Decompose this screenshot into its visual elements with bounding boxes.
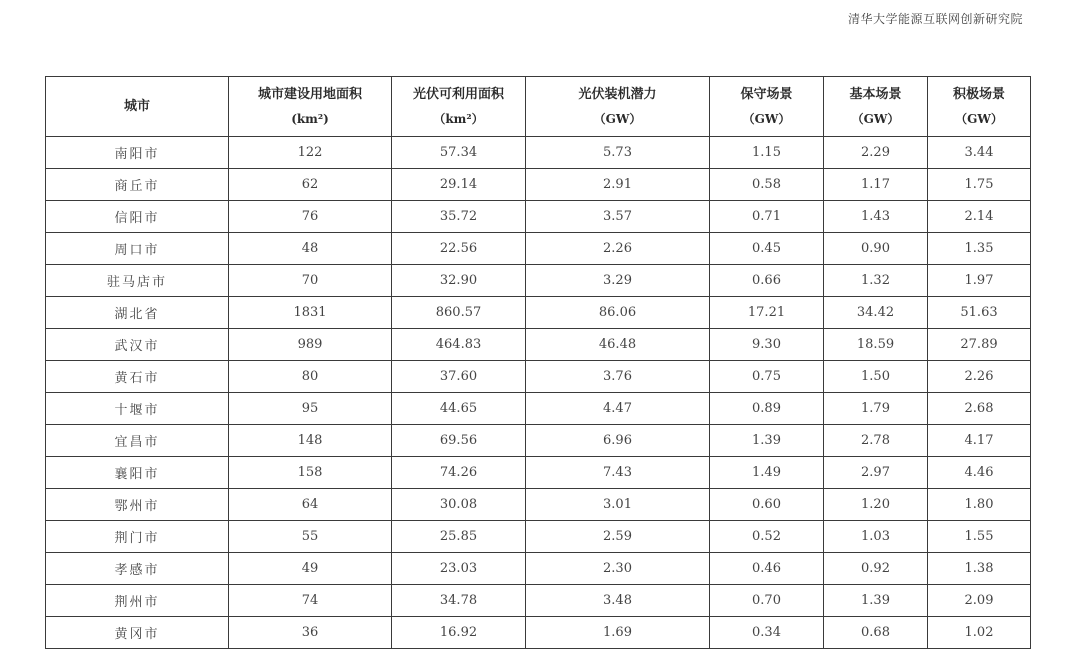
table-row xyxy=(46,521,1031,553)
urban-land-area-cell: 36 xyxy=(229,617,392,649)
city-cell: 黄冈市 xyxy=(46,617,229,649)
active-cell: 1.35 xyxy=(928,233,1031,265)
conservative-cell: 9.30 xyxy=(710,329,824,361)
pv-usable-area-cell: 74.26 xyxy=(392,457,526,489)
column-unit: （GW） xyxy=(742,111,791,126)
active-cell: 51.63 xyxy=(928,297,1031,329)
basic-cell: 1.32 xyxy=(824,265,928,297)
city-cell: 商丘市 xyxy=(46,169,229,201)
conservative-cell: 0.45 xyxy=(710,233,824,265)
basic-cell: 18.59 xyxy=(824,329,928,361)
column-unit: （km²） xyxy=(433,111,484,126)
table-row xyxy=(46,137,1031,169)
active-cell: 1.55 xyxy=(928,521,1031,553)
urban-land-area-cell: 76 xyxy=(229,201,392,233)
pv-capacity-cell: 2.26 xyxy=(526,233,710,265)
active-cell: 1.75 xyxy=(928,169,1031,201)
table-row xyxy=(46,489,1031,521)
conservative-cell: 0.58 xyxy=(710,169,824,201)
table-row xyxy=(46,553,1031,585)
active-cell: 1.80 xyxy=(928,489,1031,521)
table-row xyxy=(46,329,1031,361)
column-label: 城市建设用地面积 xyxy=(257,86,362,102)
column-label: 积极场景 xyxy=(952,86,1005,102)
column-label: 光伏装机潜力 xyxy=(578,86,657,102)
urban-land-area-cell: 122 xyxy=(229,137,392,169)
column-header-pv-capacity-potential xyxy=(526,77,710,137)
basic-cell: 1.79 xyxy=(824,393,928,425)
urban-land-area-cell: 158 xyxy=(229,457,392,489)
active-cell: 1.38 xyxy=(928,553,1031,585)
column-label: 基本场景 xyxy=(849,86,902,102)
table-header-row xyxy=(46,77,1031,137)
city-cell: 十堰市 xyxy=(46,393,229,425)
table-row xyxy=(46,233,1031,265)
table-row xyxy=(46,297,1031,329)
urban-land-area-cell: 49 xyxy=(229,553,392,585)
column-header-basic-scenario xyxy=(824,77,928,137)
conservative-cell: 1.49 xyxy=(710,457,824,489)
city-cell: 襄阳市 xyxy=(46,457,229,489)
pv-capacity-cell: 3.76 xyxy=(526,361,710,393)
conservative-cell: 0.52 xyxy=(710,521,824,553)
table-row xyxy=(46,393,1031,425)
pv-capacity-cell: 3.48 xyxy=(526,585,710,617)
pv-usable-area-cell: 44.65 xyxy=(392,393,526,425)
column-label: 城市 xyxy=(123,98,150,114)
urban-land-area-cell: 74 xyxy=(229,585,392,617)
pv-capacity-cell: 3.01 xyxy=(526,489,710,521)
table-row xyxy=(46,457,1031,489)
city-cell: 驻马店市 xyxy=(46,265,229,297)
city-cell: 武汉市 xyxy=(46,329,229,361)
pv-usable-area-cell: 37.60 xyxy=(392,361,526,393)
pv-capacity-cell: 7.43 xyxy=(526,457,710,489)
table-row xyxy=(46,585,1031,617)
pv-capacity-cell: 3.57 xyxy=(526,201,710,233)
table-row xyxy=(46,617,1031,649)
basic-cell: 1.39 xyxy=(824,585,928,617)
column-header-pv-usable-area xyxy=(392,77,526,137)
pv-usable-area-cell: 69.56 xyxy=(392,425,526,457)
column-label: 保守场景 xyxy=(740,86,793,102)
urban-land-area-cell: 48 xyxy=(229,233,392,265)
basic-cell: 34.42 xyxy=(824,297,928,329)
column-label: 光伏可利用面积 xyxy=(412,86,504,102)
basic-cell: 1.03 xyxy=(824,521,928,553)
pv-potential-table xyxy=(45,76,1031,649)
pv-usable-area-cell: 25.85 xyxy=(392,521,526,553)
active-cell: 3.44 xyxy=(928,137,1031,169)
city-cell: 宜昌市 xyxy=(46,425,229,457)
conservative-cell: 1.15 xyxy=(710,137,824,169)
conservative-cell: 0.70 xyxy=(710,585,824,617)
table-row xyxy=(46,425,1031,457)
city-cell: 鄂州市 xyxy=(46,489,229,521)
table-row xyxy=(46,201,1031,233)
city-cell: 湖北省 xyxy=(46,297,229,329)
basic-cell: 1.20 xyxy=(824,489,928,521)
pv-capacity-cell: 1.69 xyxy=(526,617,710,649)
basic-cell: 2.29 xyxy=(824,137,928,169)
pv-usable-area-cell: 16.92 xyxy=(392,617,526,649)
active-cell: 2.26 xyxy=(928,361,1031,393)
urban-land-area-cell: 64 xyxy=(229,489,392,521)
conservative-cell: 0.46 xyxy=(710,553,824,585)
table-row xyxy=(46,169,1031,201)
column-header-active-scenario xyxy=(928,77,1031,137)
basic-cell: 1.50 xyxy=(824,361,928,393)
pv-capacity-cell: 2.91 xyxy=(526,169,710,201)
pv-capacity-cell: 86.06 xyxy=(526,297,710,329)
urban-land-area-cell: 70 xyxy=(229,265,392,297)
column-unit: （GW） xyxy=(851,111,900,126)
city-cell: 信阳市 xyxy=(46,201,229,233)
conservative-cell: 1.39 xyxy=(710,425,824,457)
pv-capacity-cell: 6.96 xyxy=(526,425,710,457)
pv-usable-area-cell: 57.34 xyxy=(392,137,526,169)
pv-usable-area-cell: 35.72 xyxy=(392,201,526,233)
active-cell: 1.02 xyxy=(928,617,1031,649)
urban-land-area-cell: 148 xyxy=(229,425,392,457)
pv-capacity-cell: 3.29 xyxy=(526,265,710,297)
basic-cell: 0.92 xyxy=(824,553,928,585)
pv-capacity-cell: 2.59 xyxy=(526,521,710,553)
conservative-cell: 0.71 xyxy=(710,201,824,233)
active-cell: 27.89 xyxy=(928,329,1031,361)
urban-land-area-cell: 989 xyxy=(229,329,392,361)
active-cell: 1.97 xyxy=(928,265,1031,297)
pv-usable-area-cell: 29.14 xyxy=(392,169,526,201)
column-header-city xyxy=(46,77,229,137)
urban-land-area-cell: 95 xyxy=(229,393,392,425)
pv-usable-area-cell: 30.08 xyxy=(392,489,526,521)
pv-capacity-cell: 4.47 xyxy=(526,393,710,425)
pv-usable-area-cell: 23.03 xyxy=(392,553,526,585)
column-unit: (km²) xyxy=(291,111,329,126)
table-row xyxy=(46,361,1031,393)
conservative-cell: 0.89 xyxy=(710,393,824,425)
table-body xyxy=(46,137,1031,649)
urban-land-area-cell: 1831 xyxy=(229,297,392,329)
pv-capacity-cell: 46.48 xyxy=(526,329,710,361)
conservative-cell: 17.21 xyxy=(710,297,824,329)
pv-usable-area-cell: 32.90 xyxy=(392,265,526,297)
pv-usable-area-cell: 34.78 xyxy=(392,585,526,617)
pv-usable-area-cell: 860.57 xyxy=(392,297,526,329)
city-cell: 荆门市 xyxy=(46,521,229,553)
basic-cell: 2.78 xyxy=(824,425,928,457)
basic-cell: 1.43 xyxy=(824,201,928,233)
active-cell: 2.68 xyxy=(928,393,1031,425)
city-cell: 孝感市 xyxy=(46,553,229,585)
organization-label: 清华大学能源互联网创新研究院 xyxy=(847,12,1023,26)
pv-capacity-cell: 2.30 xyxy=(526,553,710,585)
city-cell: 黄石市 xyxy=(46,361,229,393)
city-cell: 周口市 xyxy=(46,233,229,265)
conservative-cell: 0.66 xyxy=(710,265,824,297)
active-cell: 4.17 xyxy=(928,425,1031,457)
city-cell: 南阳市 xyxy=(46,137,229,169)
active-cell: 2.14 xyxy=(928,201,1031,233)
urban-land-area-cell: 80 xyxy=(229,361,392,393)
urban-land-area-cell: 62 xyxy=(229,169,392,201)
conservative-cell: 0.60 xyxy=(710,489,824,521)
conservative-cell: 0.34 xyxy=(710,617,824,649)
basic-cell: 0.68 xyxy=(824,617,928,649)
column-unit: （GW） xyxy=(955,111,1003,126)
active-cell: 4.46 xyxy=(928,457,1031,489)
column-unit: （GW） xyxy=(593,111,642,126)
urban-land-area-cell: 55 xyxy=(229,521,392,553)
basic-cell: 2.97 xyxy=(824,457,928,489)
conservative-cell: 0.75 xyxy=(710,361,824,393)
column-header-conservative-scenario xyxy=(710,77,824,137)
pv-capacity-cell: 5.73 xyxy=(526,137,710,169)
basic-cell: 1.17 xyxy=(824,169,928,201)
basic-cell: 0.90 xyxy=(824,233,928,265)
active-cell: 2.09 xyxy=(928,585,1031,617)
column-header-urban-land-area xyxy=(229,77,392,137)
table-row xyxy=(46,265,1031,297)
pv-usable-area-cell: 464.83 xyxy=(392,329,526,361)
city-cell: 荆州市 xyxy=(46,585,229,617)
pv-usable-area-cell: 22.56 xyxy=(392,233,526,265)
